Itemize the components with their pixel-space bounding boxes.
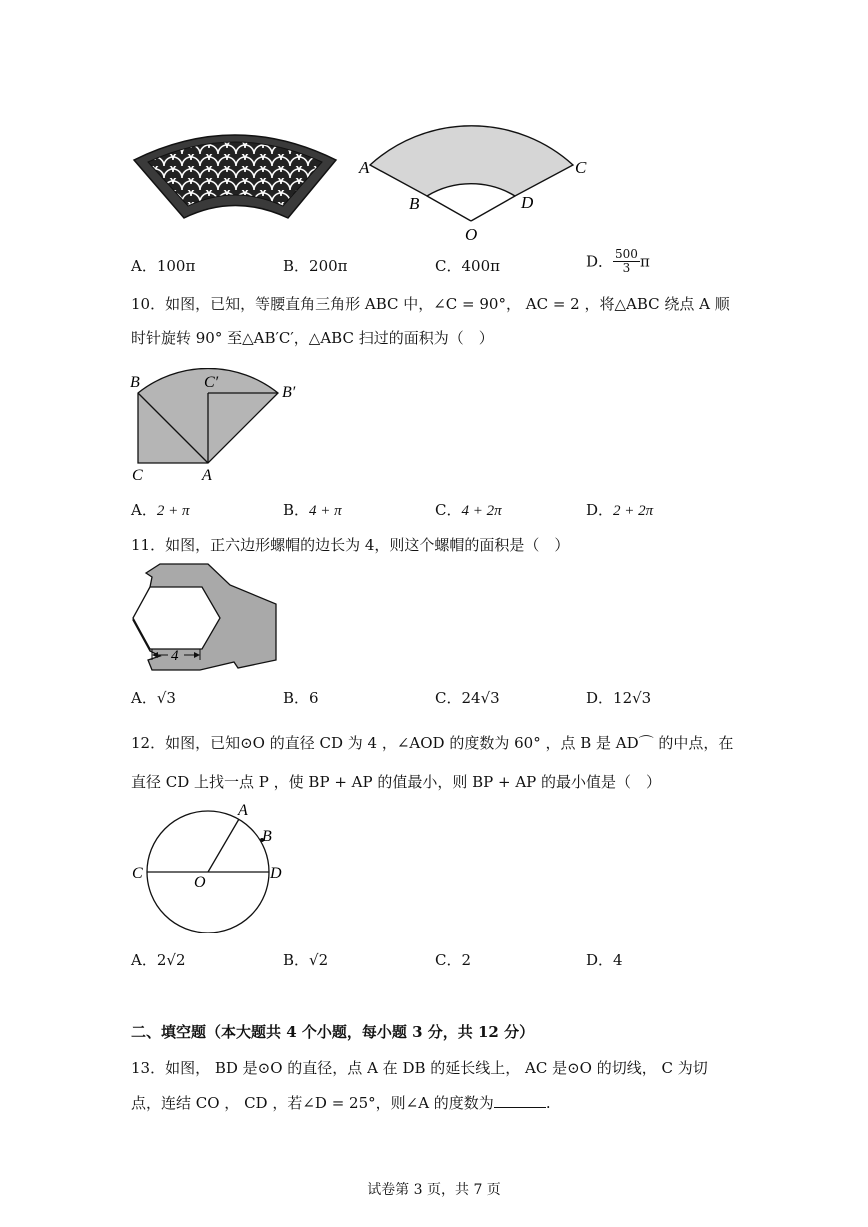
q13-stem-line2: 点，连结 CO ， CD ，若∠D = 25°，则∠A 的度数为 . <box>131 1094 551 1112</box>
wrench-hexagon-figure <box>130 560 280 672</box>
label-b: B <box>262 828 272 845</box>
label-b-prime: B′ <box>282 384 296 401</box>
label-c-prime: C′ <box>204 374 219 391</box>
label-o: O <box>465 225 478 244</box>
q11-option-c[interactable]: C．24√3 <box>435 689 500 707</box>
label-o: O <box>194 874 206 891</box>
fraction: $\frac{500}{3}$ <box>615 247 638 275</box>
circle-diameter-figure <box>128 798 293 933</box>
page-footer: 试卷第 3 页，共 7 页 <box>367 1182 501 1198</box>
q10-stem-line1: 10．如图，已知，等腰直角三角形 ABC 中，∠C = 90°， AC = 2 ，将△ABC 绕点 A 顺 <box>131 295 730 313</box>
q12-option-c[interactable]: C．2 <box>435 951 472 969</box>
lattice-window-fan-image <box>128 118 343 228</box>
q11-option-a[interactable]: A．√3 <box>131 689 176 707</box>
rotation-figure <box>128 368 308 483</box>
q12-option-b[interactable]: B．√2 <box>283 951 329 969</box>
label-a: A <box>359 158 370 177</box>
label-d: D <box>521 193 534 212</box>
side-length-label: 4 <box>171 648 179 664</box>
q13-stem-line1: 13．如图， BD 是⊙O 的直径，点 A 在 DB 的延长线上， AC 是⊙O 的切线， C 为切 <box>131 1059 708 1077</box>
q11-stem: 11．如图，正六边形螺帽的边长为 4，则这个螺帽的面积是（ ） <box>131 536 570 554</box>
q9-option-d[interactable]: D． $\frac{500}{3}$ π <box>586 247 650 275</box>
q10-option-d[interactable]: D．2 + 2π <box>586 501 654 519</box>
label-a: A <box>238 802 248 819</box>
q10-option-b[interactable]: B．4 + π <box>283 501 342 519</box>
q12-stem-line1: 12．如图，已知⊙O 的直径 CD 为 4 ，∠AOD 的度数为 60° ，点 B 是 AD⌒ 的中点，在 <box>131 734 734 752</box>
q10-stem-line2: 时针旋转 90° 至△AB′C′，△ABC 扫过的面积为（ ） <box>131 329 494 347</box>
q9-option-c[interactable]: C．400π <box>435 257 500 275</box>
label-a: A <box>202 467 212 483</box>
annular-sector-figure <box>355 78 595 248</box>
q12-stem-line2: 直径 CD 上找一点 P ，使 BP + AP 的值最小，则 BP + AP 的最小值是（ ） <box>131 773 662 791</box>
label-b: B <box>130 374 140 391</box>
q12-option-d[interactable]: D．4 <box>586 951 623 969</box>
q12-option-a[interactable]: A．2√2 <box>131 951 186 969</box>
q9-option-a[interactable]: A．100π <box>131 257 196 275</box>
label-d: D <box>270 865 282 882</box>
q11-option-b[interactable]: B．6 <box>283 689 319 707</box>
label-c: C <box>132 467 143 483</box>
section-title: 二、填空题（本大题共 4 个小题，每小题 3 分，共 12 分） <box>131 1023 535 1041</box>
q9-option-b[interactable]: B．200π <box>283 257 348 275</box>
label-c: C <box>132 865 143 882</box>
answer-blank[interactable] <box>494 1093 546 1108</box>
q11-option-d[interactable]: D．12√3 <box>586 689 652 707</box>
q10-option-c[interactable]: C．4 + 2π <box>435 501 502 519</box>
label-c: C <box>575 158 587 177</box>
label-b: B <box>409 194 420 213</box>
q10-option-a[interactable]: A．2 + π <box>131 501 190 519</box>
